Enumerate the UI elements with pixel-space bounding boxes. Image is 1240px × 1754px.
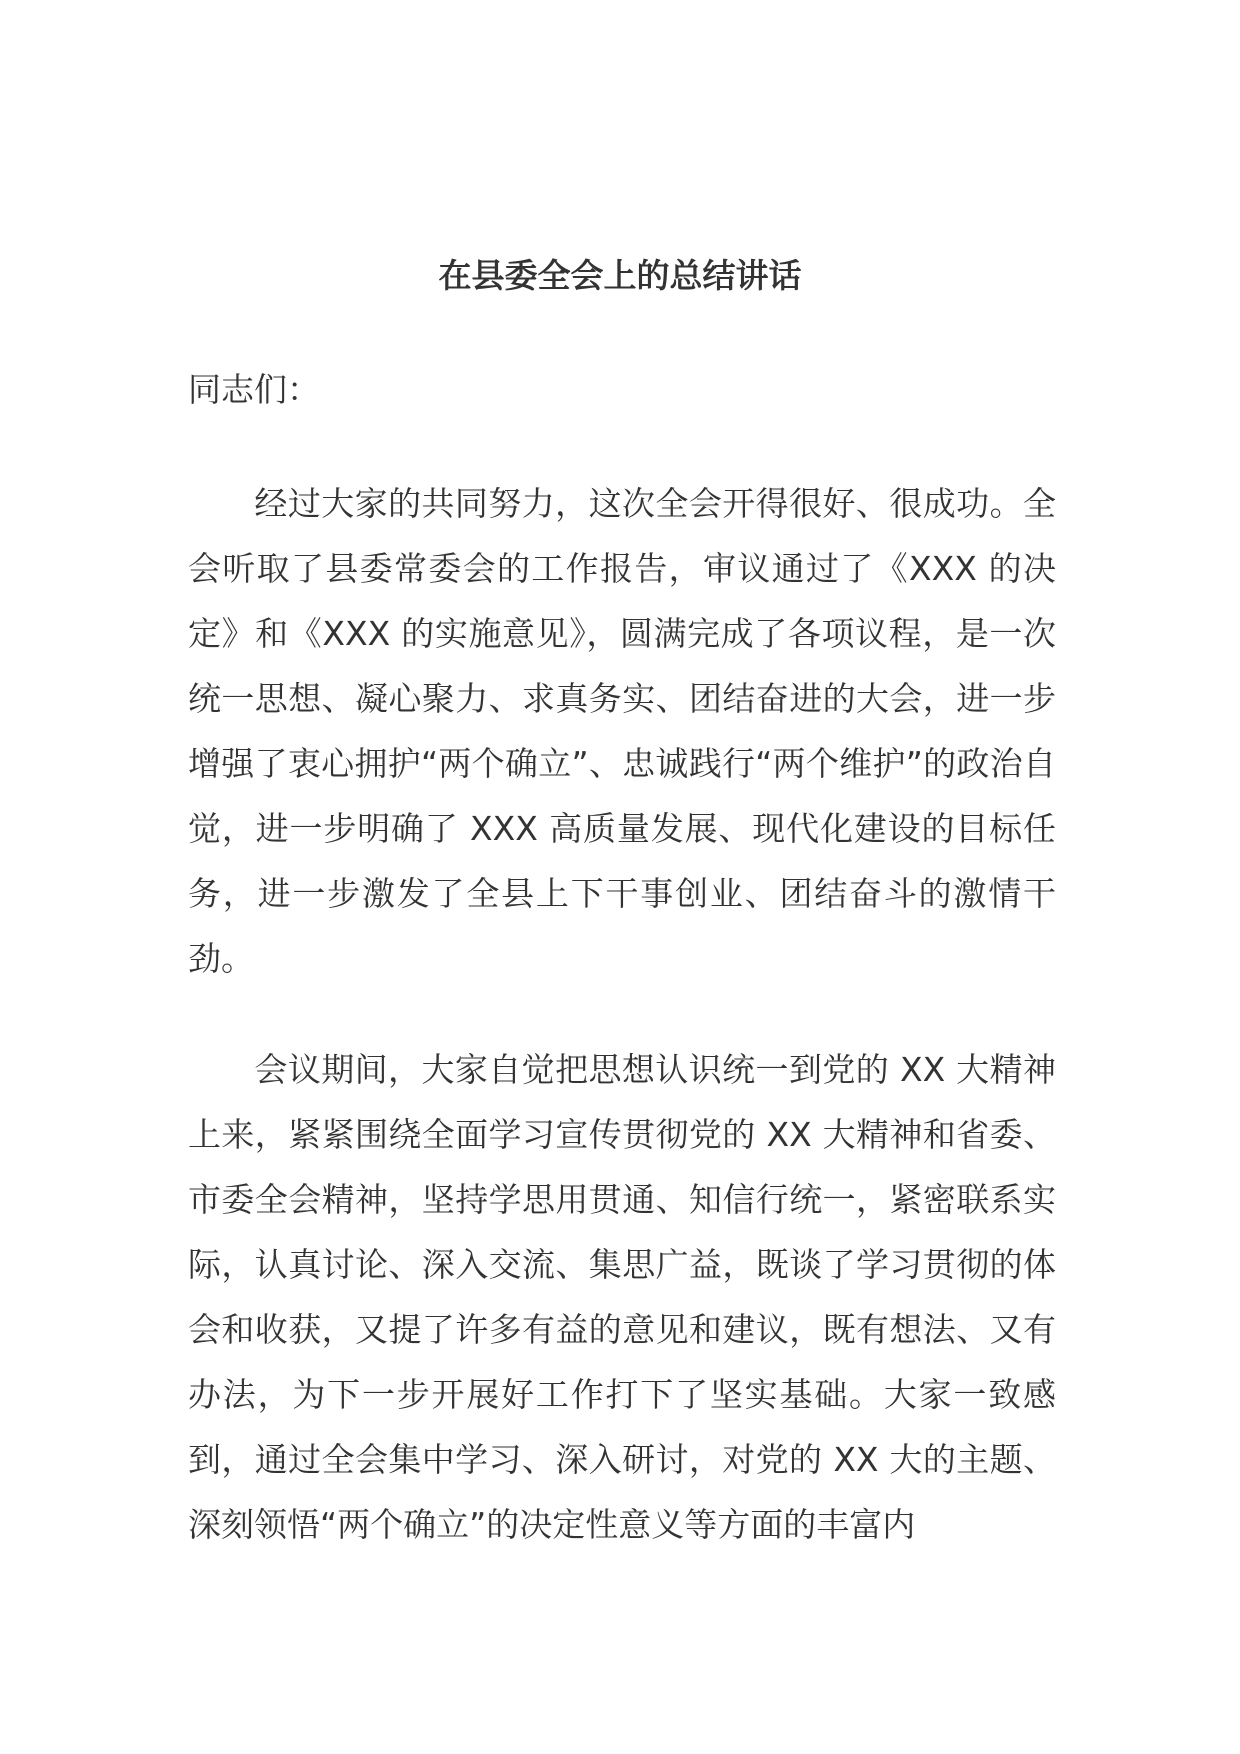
paragraph-2-text: 会议期间，大家自觉把思想认识统一到党的 XX 大精神上来，紧紧围绕全面学习宣传贯彻党的 XX 大精神和省委、市委全会精神，坚持学思用贯通、知信行统一，紧密联系实际，认真讨论、深入交流、集思广益，既谈了学习贯彻的体会和收获，又提了许多有益的意见和建议，既有想法、又有办法，为下一步开展好工作打下了坚实基础。大家一致感到，通过全会集中学习、深入研讨，对党的 XX 大的主题、深刻领悟“两个确立”的决定性意义等方面的丰富内 bbox=[188, 1050, 1056, 1544]
paragraph-2 bbox=[188, 1037, 1056, 1557]
paragraph-1-text: 经过大家的共同努力，这次全会开得很好、很成功。全会听取了县委常委会的工作报告，审议通过了《XXX 的决定》和《XXX 的实施意见》，圆满完成了各项议程，是一次统一思想、凝心聚力、求真务实、团结奋进的大会，进一步增强了衷心拥护“两个确立”、忠诚践行“两个维护”的政治自觉，进一步明确了 XXX 高质量发展、现代化建设的目标任务，进一步激发了全县上下干事创业、团结奋斗的激情干劲。 bbox=[188, 484, 1056, 978]
greeting: 同志们： bbox=[188, 370, 320, 409]
document-title: 在县委全会上的总结讲话 bbox=[438, 256, 802, 295]
paragraph-1 bbox=[188, 471, 1056, 991]
